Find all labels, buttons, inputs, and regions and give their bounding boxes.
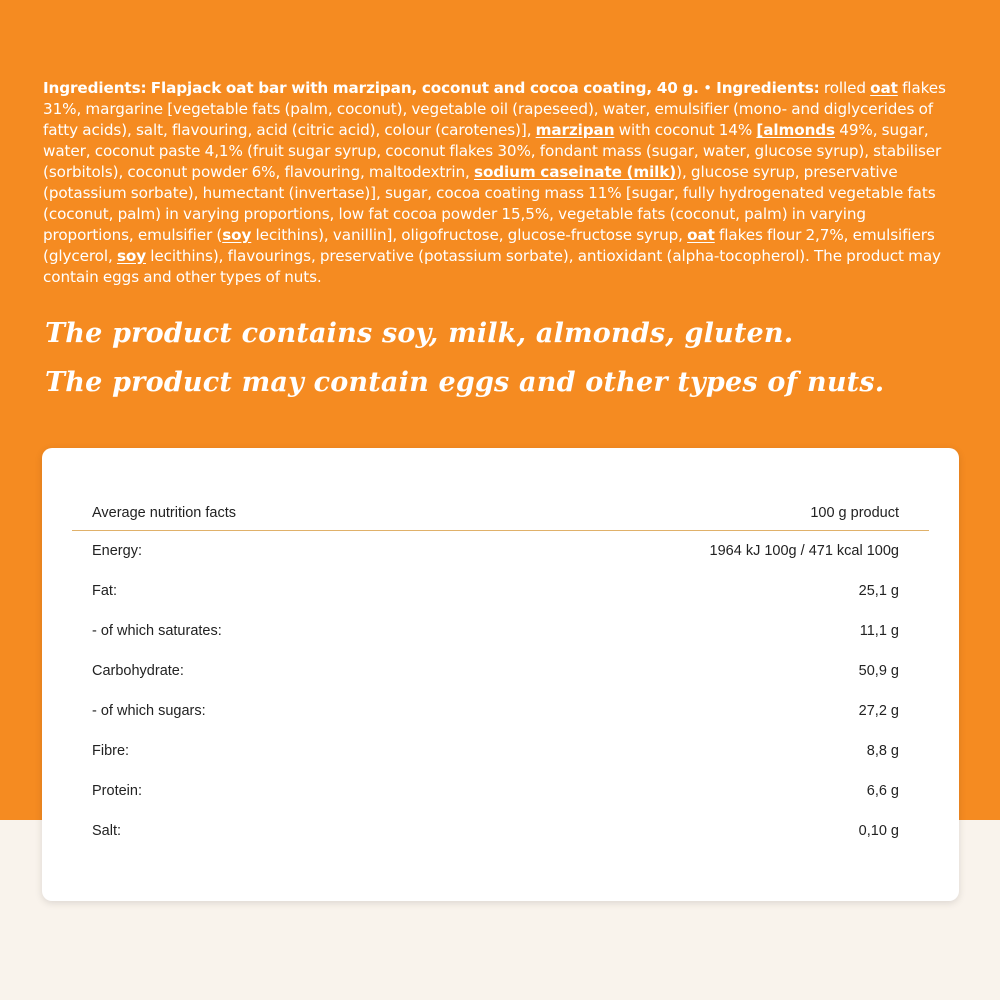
ingredients-segment: flakes 31%, margarine [vegetable fats (palm, coconut), vegetable oil (rapeseed), water, emulsifier (mono- and diglycerides of fatty acids), salt, flavouring, acid (citric acid), colour (carotenes)], — [43, 79, 946, 139]
nutrition-header-label: Average nutrition facts — [92, 505, 237, 521]
ingredients-label: Ingredients: — [43, 79, 147, 97]
allergen-contains-statement: The product contains soy, milk, almonds, gluten. — [45, 318, 794, 349]
nutrition-row-protein — [72, 771, 929, 811]
nutrition-row-value: 25,1 g — [858, 583, 899, 599]
nutrition-header-value: 100 g product — [810, 505, 899, 521]
nutrition-row-label: Protein: — [92, 783, 142, 799]
product-name: Flapjack oat bar with marzipan, coconut and cocoa coating, 40 g. — [150, 79, 699, 97]
allergen-almonds: [almonds — [756, 121, 836, 139]
ingredients-segment: lecithins), vanillin], oligofructose, glucose-fructose syrup, — [255, 226, 683, 244]
nutrition-row-value: 50,9 g — [858, 663, 899, 679]
nutrition-row-value: 6,6 g — [866, 783, 899, 799]
nutrition-row-label: Carbohydrate: — [92, 663, 184, 679]
nutrition-row-label: Salt: — [92, 823, 122, 839]
nutrition-row-label: Energy: — [92, 543, 142, 559]
allergen-oat: oat — [870, 79, 898, 97]
allergen-marzipan: marzipan — [535, 121, 615, 139]
nutrition-row-value: 0,10 g — [858, 823, 899, 839]
nutrition-row-label: - of which sugars: — [92, 703, 206, 719]
allergen-may-contain-statement: The product may contain eggs and other types of nuts. — [45, 367, 885, 398]
ingredients-text — [43, 78, 958, 288]
allergen-sodium-caseinate: sodium caseinate (milk) — [474, 163, 677, 181]
nutrition-row-label: Fibre: — [92, 743, 130, 759]
nutrition-row-fat — [72, 571, 929, 611]
ingredients-segment: with coconut 14% — [618, 121, 753, 139]
allergen-oat: oat — [687, 226, 715, 244]
nutrition-header-row — [72, 498, 929, 531]
ingredients-segment: rolled — [823, 79, 866, 97]
nutrition-row-saturates — [72, 611, 929, 651]
nutrition-row-value: 8,8 g — [866, 743, 899, 759]
ingredients-label-2: Ingredients: — [716, 79, 820, 97]
nutrition-row-label: Fat: — [92, 583, 117, 599]
nutrition-card — [42, 448, 959, 901]
nutrition-row-carbohydrate — [72, 651, 929, 691]
nutrition-row-value: 11,1 g — [859, 623, 899, 639]
allergen-soy: soy — [116, 247, 147, 265]
nutrition-row-energy — [72, 531, 929, 571]
separator: • — [703, 79, 712, 97]
ingredients-segment: 49%, sugar, water, coconut paste 4,1% (fruit sugar syrup, coconut flakes 30%, fondant mass (sugar, water, glucose syrup), stabiliser (sorbitols), coconut powder 6%, flavouring, maltodextrin, — [43, 121, 942, 181]
nutrition-row-salt — [72, 811, 929, 851]
nutrition-row-sugars — [72, 691, 929, 731]
nutrition-row-label: - of which saturates: — [92, 623, 222, 639]
ingredients-segment: ), glucose syrup, preservative (potassium sorbate), humectant (invertase)], sugar, cocoa coating mass 11% [sugar, fully hydrogenated vegetable fats (coconut, palm) in varying proportions, low fat cocoa powder 15,5%, vegetable fats (coconut, palm) in varying proportions, emulsifier ( — [43, 163, 936, 244]
ingredients-segment: flakes flour 2,7%, emulsifiers (glycerol, — [43, 226, 935, 265]
ingredients-segment: lecithins), flavourings, preservative (potassium sorbate), antioxidant (alpha-tocopherol). The product may contain eggs and other types of nuts. — [43, 247, 941, 286]
allergen-soy: soy — [222, 226, 252, 244]
nutrition-row-value: 1964 kJ 100g / 471 kcal 100g — [709, 543, 899, 559]
nutrition-row-fibre — [72, 731, 929, 771]
nutrition-table — [72, 498, 929, 851]
nutrition-row-value: 27,2 g — [858, 703, 899, 719]
